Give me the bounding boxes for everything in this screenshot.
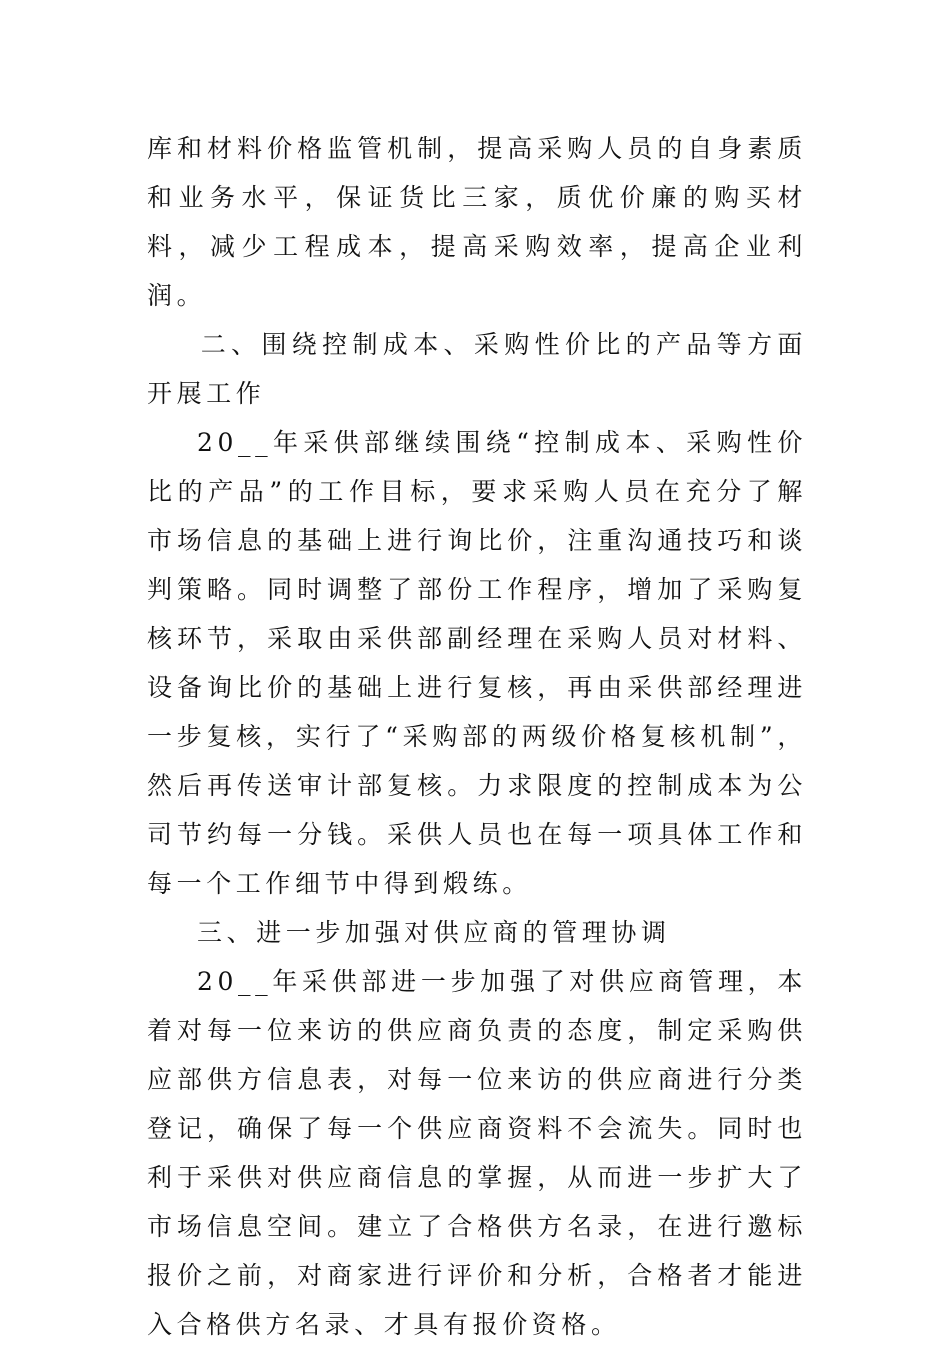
paragraph-continued: 库和材料价格监管机制，提高采购人员的自身素质和业务水平，保证货比三家，质优价廉的购买材料，减少工程成本，提高采购效率，提高企业利润。 bbox=[147, 134, 807, 310]
section-heading-2: 二、围绕控制成本、采购性价比的产品等方面开展工作 bbox=[147, 330, 807, 408]
paragraph-supplier-management: 20__年采供部进一步加强了对供应商管理，本着对每一位来访的供应商负责的态度，制定采购供应部供方信息表，对每一位来访的供应商进行分类登记，确保了每一个供应商资料不会流失。同时也利于采供对供应商信息的掌握，从而进一步扩大了市场信息空间。建立了合格供方名录，在进行邀标报价之前，对商家进行评价和分析，合格者才能进入合格供方名录、才具有报价资格。 bbox=[147, 967, 807, 1339]
document-body bbox=[147, 124, 807, 1349]
section-heading-3: 三、进一步加强对供应商的管理协调 bbox=[197, 918, 671, 947]
paragraph-cost-control: 20__年采供部继续围绕“控制成本、采购性价比的产品”的工作目标，要求采购人员在充分了解市场信息的基础上进行询比价，注重沟通技巧和谈判策略。同时调整了部份工作程序，增加了采购复核环节，采取由采供部副经理在采购人员对材料、设备询比价的基础上进行复核，再由采供部经理进一步复核，实行了“采购部的两级价格复核机制”，然后再传送审计部复核。力求限度的控制成本为公司节约每一分钱。采供人员也在每一项具体工作和每一个工作细节中得到煅练。 bbox=[147, 428, 807, 898]
